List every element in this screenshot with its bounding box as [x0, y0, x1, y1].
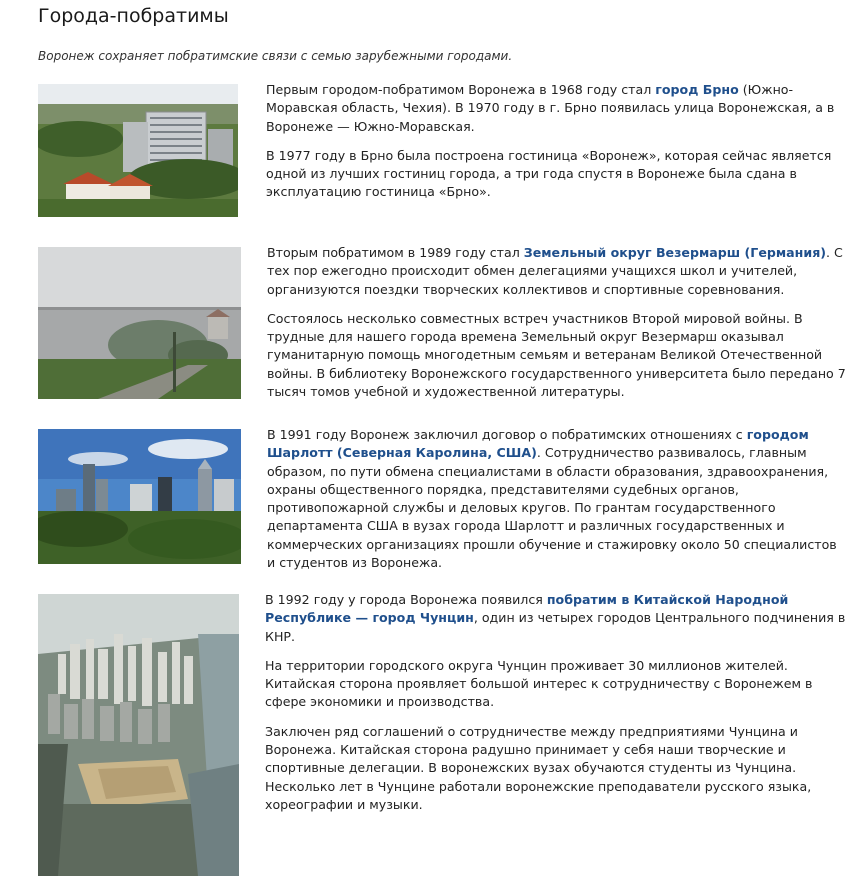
text-span: (Южно-Моравская область, Чехия). В 1970 году в г. Брно появилась улица Воронежская, а в Воронеже — Южно-Моравская. [266, 82, 835, 134]
city-link-chongqing[interactable]: побратим в Китайской Народной Республике — город Чунцин [265, 592, 789, 626]
paragraph [265, 657, 850, 712]
text-span: Заключен ряд соглашений о сотрудничестве между предприятиями Чунцина и Воронежа. Китайская сторона радушно принимает у себя наши творческие и спортивные делегации. В воронежских вузах обучаются студенты из Чунцина. Несколько лет в Чунцине работали воронежские преподаватели русского языка, хореографии и музыки. [265, 723, 812, 812]
city-link-wesermarsch[interactable]: Земельный округ Везермарш (Германия) [523, 245, 827, 260]
brno-photo [38, 84, 238, 217]
text-span: В 1992 году у города Воронежа появился [265, 592, 547, 607]
text-span: Состоялось несколько совместных встреч участников Второй мировой войны. В трудные для нашего города времена Земельный округ Везермарш оказывал гуманитарную помощь многодетным семьям и ветеранам Великой Отечественной войны. В библиотеку Воронежского государственного университета было передано 7 тысяч томов учебной и художественной литературы. [267, 310, 846, 400]
page-intro: Воронеж сохраняет побратимские связи с семью зарубежными городами. [38, 49, 513, 63]
text-span: На территории городского округа Чунцин проживает 30 миллионов жителей. Китайская сторона проявляет большой интерес к сотрудничеству с Воронежем в сфере экономики и производства. [265, 657, 813, 710]
city-link-brno[interactable]: город Брно [655, 82, 739, 97]
paragraph [265, 723, 850, 814]
paragraph [266, 147, 848, 202]
page-title: Города-побратимы [38, 5, 229, 27]
text-span: В 1977 году в Брно была построена гостиница «Воронеж», которая сейчас является одной из лучших гостиниц города, а три года спустя в Воронеже была сдана в эксплуатацию гостиница «Брно». [266, 147, 832, 200]
wesermarsch-photo [38, 247, 241, 399]
paragraph [267, 310, 853, 401]
city-block-charlotte [38, 427, 853, 571]
text-span: . С тех пор ежегодно происходит обмен делегациями учащихся школ и учителей, организуются поездки творческих коллективов и спортивные соревнования. [267, 245, 843, 297]
paragraph [267, 426, 842, 572]
paragraph [265, 591, 850, 646]
text-span: Вторым побратимом в 1989 году стал [267, 245, 524, 260]
brno-text [266, 81, 848, 213]
text-span: , один из четырех городов Центрального подчинения в КНР. [265, 610, 846, 644]
chongqing-photo [38, 594, 239, 876]
charlotte-photo [38, 429, 241, 564]
charlotte-text [267, 426, 842, 583]
paragraph [266, 81, 848, 136]
chongqing-text [265, 591, 850, 825]
text-span: Первым городом-побратимом Воронежа в 1968 году стал [266, 82, 656, 97]
city-block-wesermarsch [38, 247, 853, 399]
paragraph [267, 244, 853, 299]
city-link-charlotte[interactable]: городом Шарлотт (Северная Каролина, США) [267, 427, 809, 461]
text-span: В 1991 году Воронеж заключил договор о побратимских отношениях с [267, 427, 747, 442]
city-block-brno [38, 84, 853, 217]
city-block-chongqing [38, 594, 853, 876]
wesermarsch-text [267, 244, 853, 412]
text-span: . Сотрудничество развивалось, главным образом, по пути обмена специалистами в области образования, здравоохранения, охраны общественного порядка, представителями судебных органов, противопожарной службы и деловых кругов. По грантам государственного департамента США в вузах города Шарлотт и различных государственных и коммерческих организациях прошли обучение и стажировку около 50 специалистов и студентов из Воронежа. [267, 445, 837, 571]
